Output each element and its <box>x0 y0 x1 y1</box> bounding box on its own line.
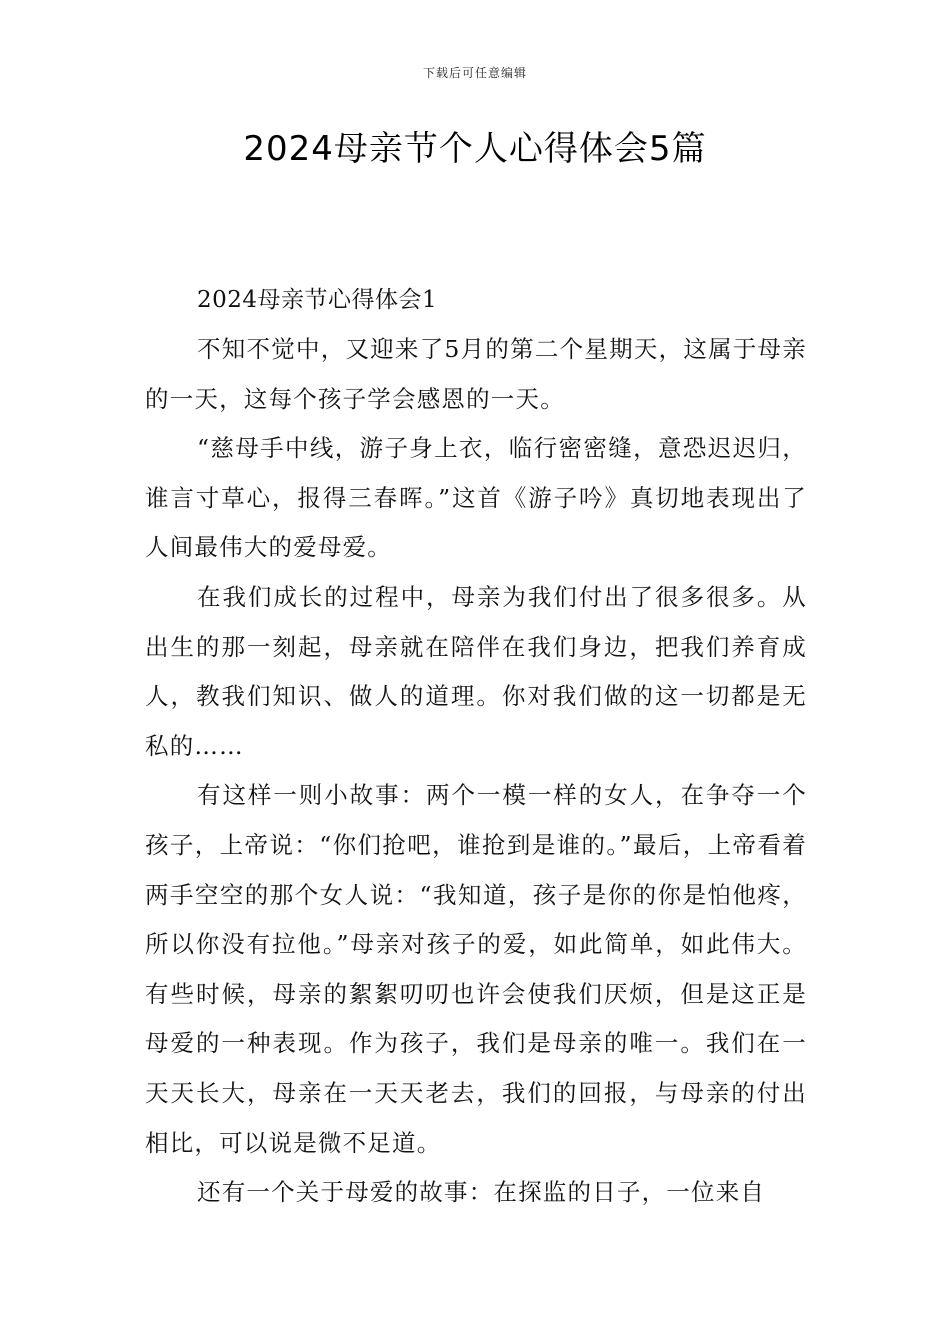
paragraph: “慈母手中线，游子身上衣，临行密密缝，意恐迟迟归，谁言寸草心，报得三春晖。”这首《游子吟》真切地表现出了人间最伟大的爱母爱。 <box>145 434 807 562</box>
header-note: 下载后可任意编辑 <box>422 66 527 80</box>
paragraph: 在我们成长的过程中，母亲为我们付出了很多很多。从出生的那一刻起，母亲就在陪伴在我们身边，把我们养育成人，教我们知识、做人的道理。你对我们做的这一切都是无私的…… <box>145 582 807 760</box>
document-body <box>145 276 807 1218</box>
paragraph: 不知不觉中，又迎来了5月的第二个星期天，这属于母亲的一天，这每个孩子学会感恩的一天。 <box>145 335 807 413</box>
document-title: 2024母亲节个人心得体会5篇 <box>243 129 707 169</box>
section-heading: 2024母亲节心得体会1 <box>197 287 438 313</box>
paragraph: 还有一个关于母爱的故事：在探监的日子，一位来自 <box>197 1178 766 1207</box>
paragraph: 有这样一则小故事：两个一模一样的女人，在争夺一个孩子，上帝说：“你们抢吧，谁抢到是谁的。”最后，上帝看着两手空空的那个女人说：“我知道，孩子是你的你是怕他疼，所以你没有拉他。”母亲对孩子的爱，如此简单，如此伟大。有些时候，母亲的絮絮叨叨也许会使我们厌烦，但是这正是母爱的一种表现。作为孩子，我们是母亲的唯一。我们在一天天长大，母亲在一天天老去，我们的回报，与母亲的付出相比，可以说是微不足道。 <box>145 781 807 1157</box>
